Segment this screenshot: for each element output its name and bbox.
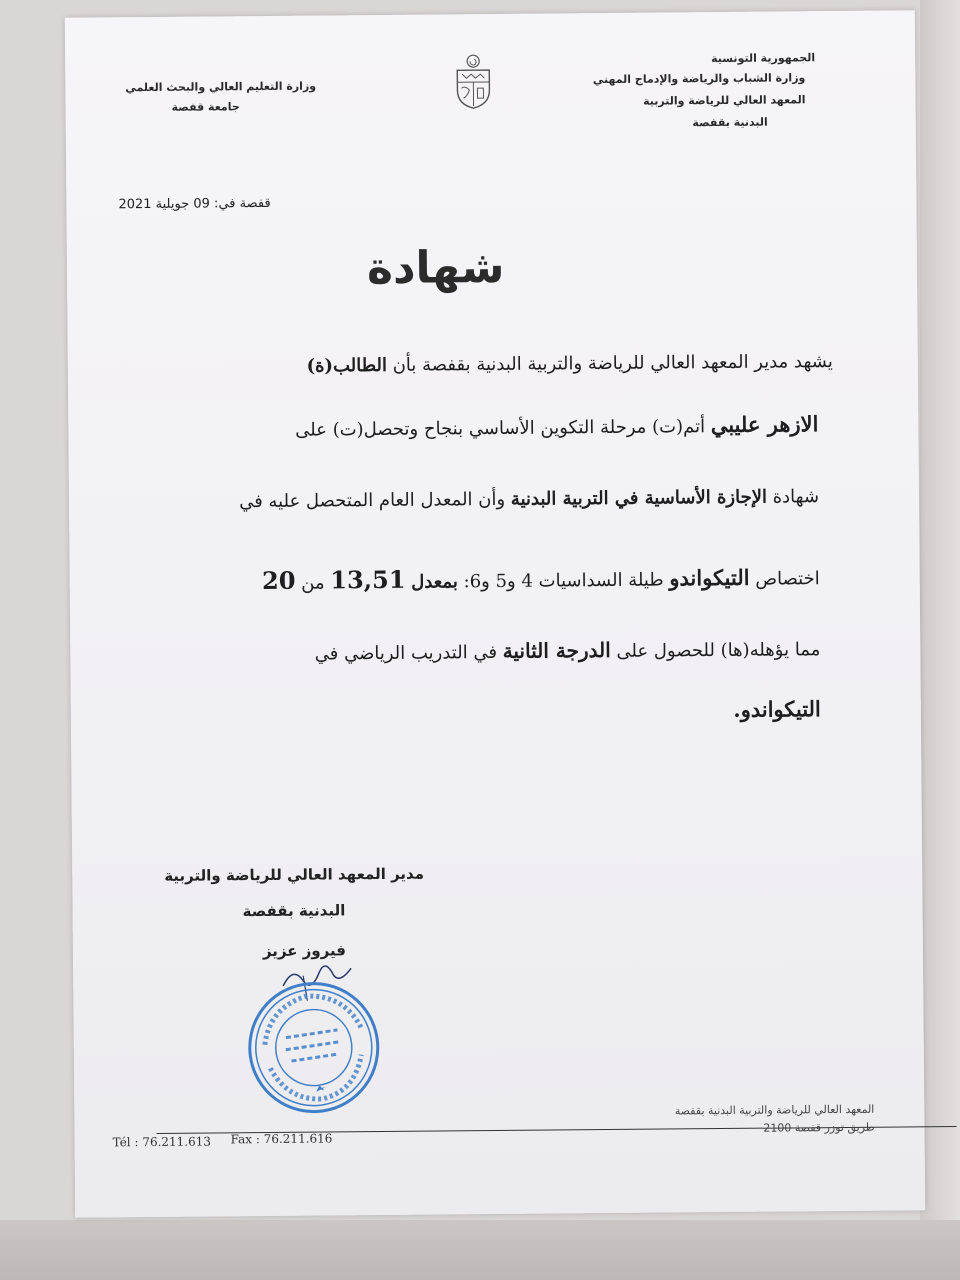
certificate-title: شهادة — [366, 241, 505, 295]
footer-telephone: Tél : 76.211.613 — [112, 1134, 212, 1150]
body-text: من — [301, 572, 325, 594]
header-right-line-1: الجمهورية التونسية — [710, 51, 816, 66]
header-left-line-1: وزارة التعليم العالي والبحث العلمي — [125, 79, 317, 95]
signature-name: فيروز عزيز — [262, 941, 347, 961]
footer-fax: Fax : 76.211.616 — [230, 1131, 333, 1147]
body-text: أتم(ت) مرحلة التكوين الأساسي بنجاح وتحصل(ت) على — [295, 416, 706, 441]
body-line-1 — [306, 351, 832, 377]
body-text: وأن المعدل العام المتحصل عليه في — [239, 488, 506, 513]
footer-address-line-2: طريق توزر قفصة 2100 — [763, 1120, 875, 1135]
body-text: يشهد مدير المعهد العالي للرياضة والتربية البدنية بقفصة بأن — [392, 351, 833, 376]
coaching-degree: الدرجة الثانية — [502, 637, 611, 663]
certificate-paper — [65, 10, 925, 1217]
document-date: قفصة في: 09 جويلية 2021 — [118, 195, 271, 213]
institution-stamp-icon — [243, 977, 384, 1118]
signature-title-line-2: البدنية بقفصة — [242, 901, 346, 921]
tunisia-coat-of-arms-icon — [453, 52, 494, 110]
background-wall — [920, 0, 960, 1280]
body-line-6 — [733, 696, 821, 722]
student-label: الطالب(ة) — [306, 354, 388, 377]
body-text: اختصاص — [755, 568, 820, 590]
body-text: مما يؤهله(ها) للحصول على — [616, 639, 821, 662]
footer-address-line-1: المعهد العالي للرياضة والتربية البدنية بقفصة — [674, 1102, 875, 1118]
specialty-name: التيكواندو — [669, 564, 750, 591]
average-label: بمعدل — [411, 571, 458, 593]
body-text: شهادة — [772, 486, 820, 508]
body-text: طيلة السداسيات 4 و5 و6: — [463, 569, 664, 593]
signature-title-line-1: مدير المعهد العالي للرياضة والتربية — [164, 864, 425, 885]
average-max: 20 — [261, 565, 296, 596]
header-right-line-2: وزارة الشباب والرياضة والإدماج المهني — [592, 71, 806, 87]
body-text: في التدريب الرياضي في — [314, 641, 498, 665]
body-line-3 — [239, 486, 819, 512]
body-line-4 — [262, 561, 820, 595]
header-right-line-4: البدنية بقفصة — [692, 115, 768, 130]
average-value: 13,51 — [330, 564, 406, 595]
specialty-name-end: التيكواندو. — [733, 696, 821, 722]
background-table — [0, 1220, 960, 1280]
body-line-5 — [315, 636, 821, 664]
header-right-line-3: المعهد العالي للرياضة والتربية — [642, 93, 806, 108]
header-left-line-2: جامعة قفصة — [171, 100, 240, 114]
degree-name: الإجازة الأساسية في التربية البدنية — [510, 486, 768, 510]
body-line-2 — [295, 411, 818, 441]
student-name: الازهر عليبي — [710, 411, 819, 438]
